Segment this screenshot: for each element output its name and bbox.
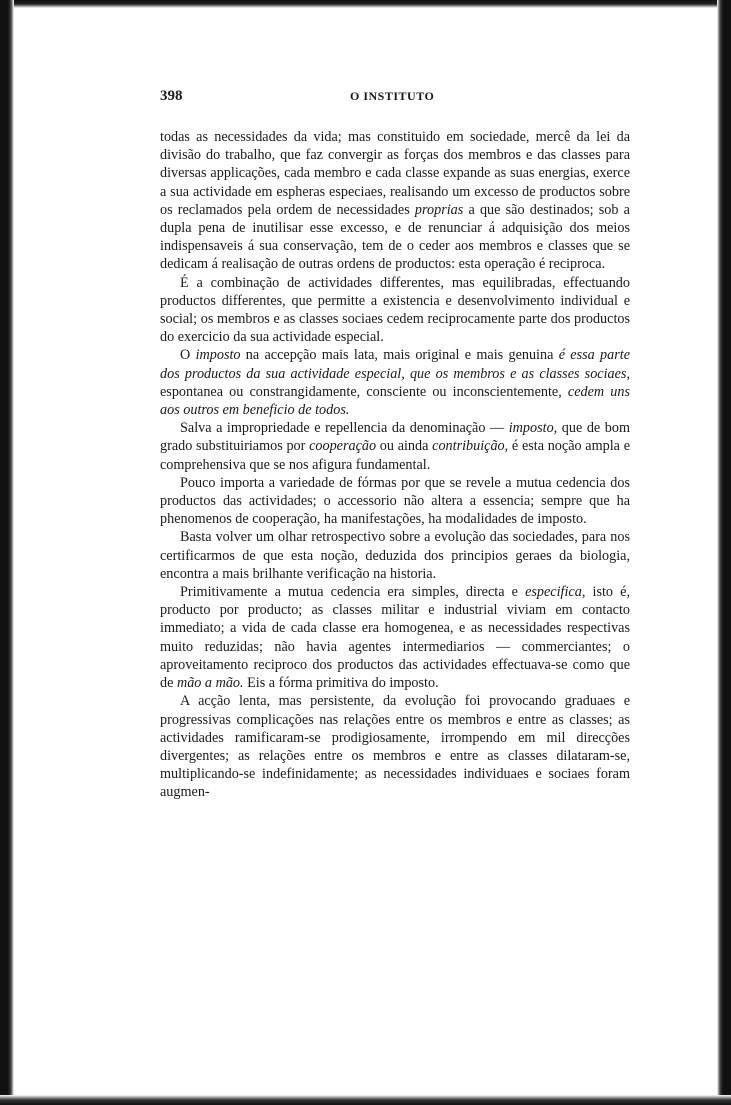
paragraph-7-text-a: Primitivamente a mutua cedencia era simples, directa e xyxy=(180,584,526,601)
paragraph-7-italic-a: especifica, xyxy=(525,584,586,601)
paragraph-1-text-end: a que são destinados; sob a dupla pena de inutilisar esse excesso, e de renunciar á adquisição dos meios indispensaveis á sua conservação, tem de o ceder aos membros e classes que se dedicam á realisação de outras ordens de productos: esta operação é reciproca. xyxy=(160,201,630,273)
paragraph-4-italic-a: imposto, xyxy=(508,420,558,437)
paragraph-4-text-c: ou ainda xyxy=(376,438,433,455)
paragraph-4-text-a: Salva a impropriedade e repellencia da denominação — xyxy=(180,420,509,437)
paragraph-2 xyxy=(160,274,630,347)
paragraph-5-text: Pouco importa a variedade de fórmas por que se revele a mutua cedencia dos productos das actividades; o accessorio não altera a essencia; sempre que ha phenomenos de cooperação, ha manifestações, ha modalidades de imposto. xyxy=(160,474,630,528)
paragraph-3-text-b: na accepção mais lata, mais original e mais genuina xyxy=(240,347,559,364)
scan-edge-right xyxy=(717,0,731,1105)
body-text xyxy=(160,128,630,802)
paragraph-1-italic: proprias xyxy=(414,201,464,218)
paragraph-4-text-b: que de bom grado substituiriamos por xyxy=(160,420,630,455)
paragraph-4 xyxy=(160,419,630,474)
running-title: O INSTITUTO xyxy=(350,89,435,103)
paragraph-4-text-d: é esta noção ampla e comprehensiva que se nos afigura fundamental. xyxy=(160,438,630,473)
paragraph-6-text: Basta volver um olhar retrospectivo sobre a evolução das sociedades, para nos certificarmos de que esta noção, deduzida dos principios geraes da biologia, encontra a mais brilhante verificação na historia. xyxy=(160,529,630,582)
paragraph-8 xyxy=(160,692,630,801)
paragraph-3 xyxy=(160,346,630,419)
scan-edge-bottom xyxy=(0,1095,731,1105)
page-header xyxy=(160,88,630,108)
paragraph-1-text: todas as necessidades da vida; mas constituido em sociedade, mercê da lei da divisão do trabalho, que faz convergir as forças dos membros e das classes para diversas applicações, cada membro e cada classe expande as suas energias, exerce a sua actividade em espheras especiaes, realisando um excesso de productos sobre os reclamados pela ordem de necessidades xyxy=(160,129,630,218)
paragraph-7-italic-b: mão a mão. xyxy=(176,675,244,692)
paragraph-2-text: É a combinação de actividades differentes, mas equilibradas, effectuando productos differentes, que permitte a existencia e desenvolvimento individual e social; os membros e as classes sociaes cedem reciprocamente parte dos productos do exercicio da sua actividade especial. xyxy=(160,274,630,346)
paragraph-7-text-b: isto é, producto por producto; as classes militar e industrial viviam em contacto immediato; a vida de cada classe era homogenea, e as necessidades respectivas muito reduzidas; não havia agentes intermediarios — commerciantes; o aproveitamento reciproco dos productos das actividades effectuava-se como que de xyxy=(160,584,630,692)
paragraph-3-italic-b: é essa parte dos productos da sua actividade especial, que os membros e as classes sociaes, xyxy=(160,347,630,382)
paragraph-6 xyxy=(160,528,630,583)
paragraph-3-text-c: espontanea ou constrangidamente, consciente ou inconscientemente, xyxy=(160,383,568,400)
page-number: 398 xyxy=(160,88,183,104)
scan-edge-left xyxy=(0,0,14,1105)
paragraph-7-text-c: Eis a fórma primitiva do imposto. xyxy=(243,675,439,692)
paragraph-3-italic-c: cedem uns aos outros em beneficio de todos. xyxy=(160,383,630,419)
scan-edge-top xyxy=(0,0,731,8)
paragraph-3-italic-a: imposto xyxy=(195,347,241,364)
paragraph-4-italic-b: cooperação xyxy=(309,438,377,455)
paragraph-7 xyxy=(160,583,630,692)
paragraph-8-text: A acção lenta, mas persistente, da evolução foi provocando graduaes e progressivas complicações nas relações entre os membros e entre as classes; as actividades ramificaram-se prodigiosamente, irrompendo em mil direcções divergentes; as relações entre os membros e entre as classes dilataram-se, multiplicando-se indefinidamente; as necessidades individuaes e sociaes foram augmen- xyxy=(160,693,630,801)
paragraph-1 xyxy=(160,128,630,274)
paragraph-4-italic-c: contribuição, xyxy=(432,438,509,455)
paragraph-3-text-a: O xyxy=(180,347,196,364)
paragraph-5 xyxy=(160,474,630,529)
